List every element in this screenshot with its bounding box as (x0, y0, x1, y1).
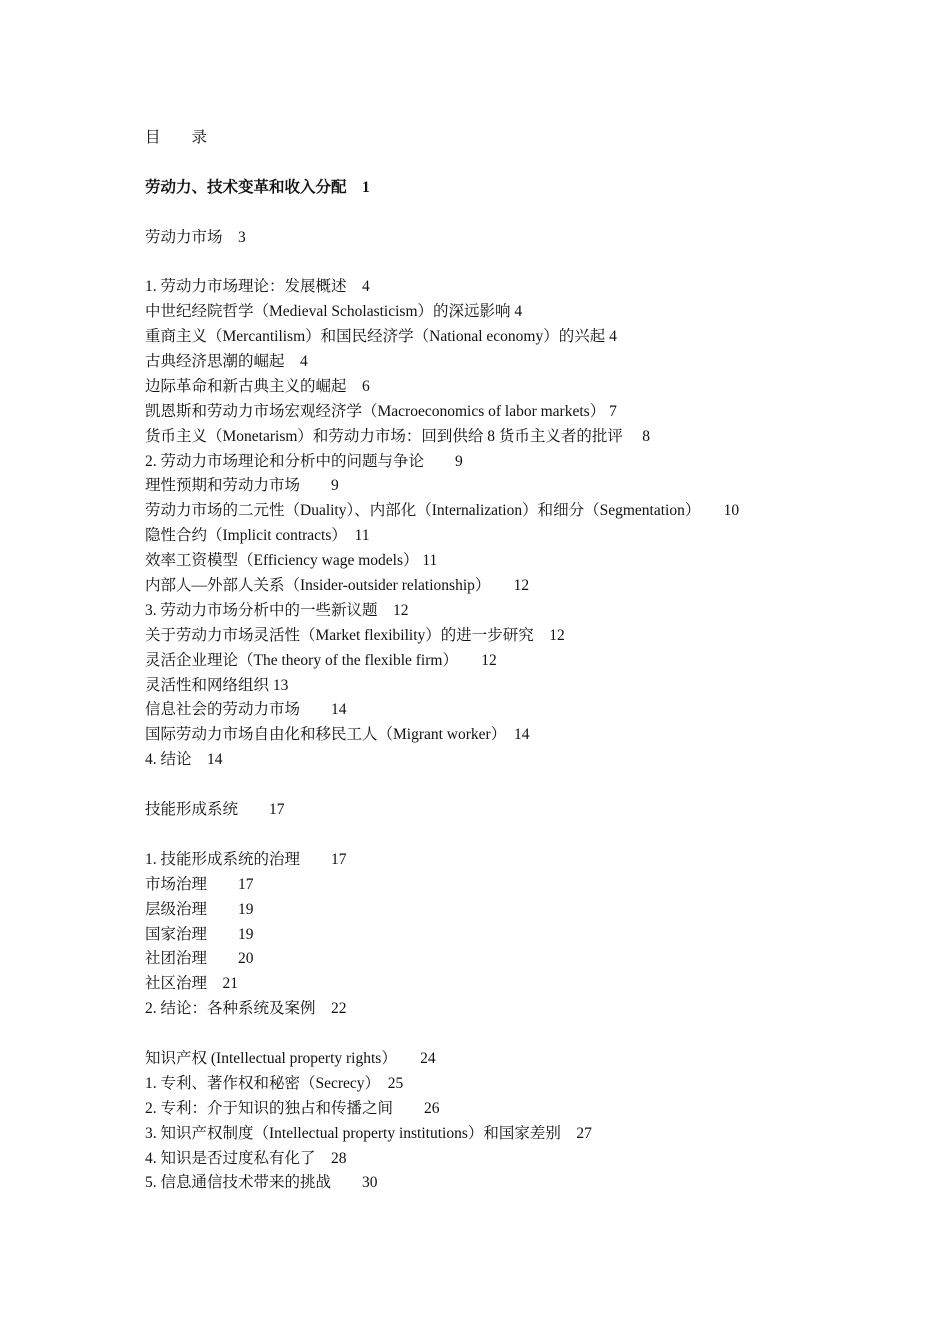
toc-entry-section: 技能形成系统 17 (145, 801, 285, 819)
spacer (145, 773, 905, 798)
toc-entry: 隐性合约（Implicit contracts） 11 (145, 527, 370, 545)
toc-entry: 社区治理 21 (145, 975, 239, 993)
toc-entry: 4. 结论 14 (145, 751, 223, 769)
toc-entry: 层级治理 19 (145, 900, 254, 918)
toc-entry-section: 知识产权 (Intellectual property rights） 24 (145, 1049, 436, 1067)
toc-entry: 重商主义（Mercantilism）和国民经济学（National economy）的兴起 4 (145, 328, 617, 346)
toc-entry: 1. 技能形成系统的治理 17 (145, 850, 347, 868)
spacer (145, 1022, 905, 1047)
toc-entry: 货币主义（Monetarism）和劳动力市场：回到供给 8 货币主义者的批评 8 (145, 427, 651, 445)
toc-entry: 中世纪经院哲学（Medieval Scholasticism）的深远影响 4 (145, 303, 523, 321)
toc-entry: 古典经济思潮的崛起 4 (145, 353, 308, 371)
toc-entry: 国际劳动力市场自由化和移民工人（Migrant worker） 14 (145, 726, 530, 744)
toc-entry: 凯恩斯和劳动力市场宏观经济学（Macroeconomics of labor markets） 7 (145, 402, 617, 420)
toc-entry: 5. 信息通信技术带来的挑战 30 (145, 1174, 378, 1192)
toc-entry: 市场治理 17 (145, 875, 254, 893)
toc-entry: 理性预期和劳动力市场 9 (145, 477, 339, 495)
toc-entry: 国家治理 19 (145, 925, 254, 943)
toc-entry: 灵活性和网络组织 13 (145, 676, 289, 694)
toc-entry: 劳动力市场的二元性（Duality）、内部化（Internalization）和细分（Segmentation） 10 (145, 502, 740, 520)
toc-entry: 边际革命和新古典主义的崛起 6 (145, 377, 370, 395)
toc-entry-section: 劳动力市场 3 (145, 228, 246, 246)
toc-entry-chapter: 劳动力、技术变革和收入分配 1 (145, 178, 370, 196)
spacer (145, 823, 905, 848)
toc-entry: 3. 劳动力市场分析中的一些新议题 12 (145, 601, 409, 619)
toc-entry: 信息社会的劳动力市场 14 (145, 701, 347, 719)
toc-entry: 1. 专利、著作权和秘密（Secrecy） 25 (145, 1074, 404, 1092)
toc-entry: 2. 劳动力市场理论和分析中的问题与争论 9 (145, 452, 463, 470)
spacer (145, 250, 905, 275)
toc-entry: 2. 结论：各种系统及案例 22 (145, 1000, 347, 1018)
toc-entry: 1. 劳动力市场理论：发展概述 4 (145, 278, 370, 296)
toc-entry: 社团治理 20 (145, 950, 254, 968)
toc-entry: 4. 知识是否过度私有化了 28 (145, 1149, 347, 1167)
table-of-contents (145, 126, 905, 1196)
toc-entry: 3. 知识产权制度（Intellectual property institutions）和国家差别 27 (145, 1124, 592, 1142)
toc-entry: 内部人—外部人关系（Insider-outsider relationship） 12 (145, 577, 530, 595)
toc-entry: 效率工资模型（Efficiency wage models） 11 (145, 552, 438, 570)
toc-entry: 关于劳动力市场灵活性（Market flexibility）的进一步研究 12 (145, 626, 565, 644)
toc-entry: 灵活企业理论（The theory of the flexible firm） 12 (145, 651, 497, 669)
spacer (145, 151, 905, 176)
toc-title: 目 录 (145, 129, 208, 146)
toc-entry: 2. 专利：介于知识的独占和传播之间 26 (145, 1099, 440, 1117)
spacer (145, 201, 905, 226)
